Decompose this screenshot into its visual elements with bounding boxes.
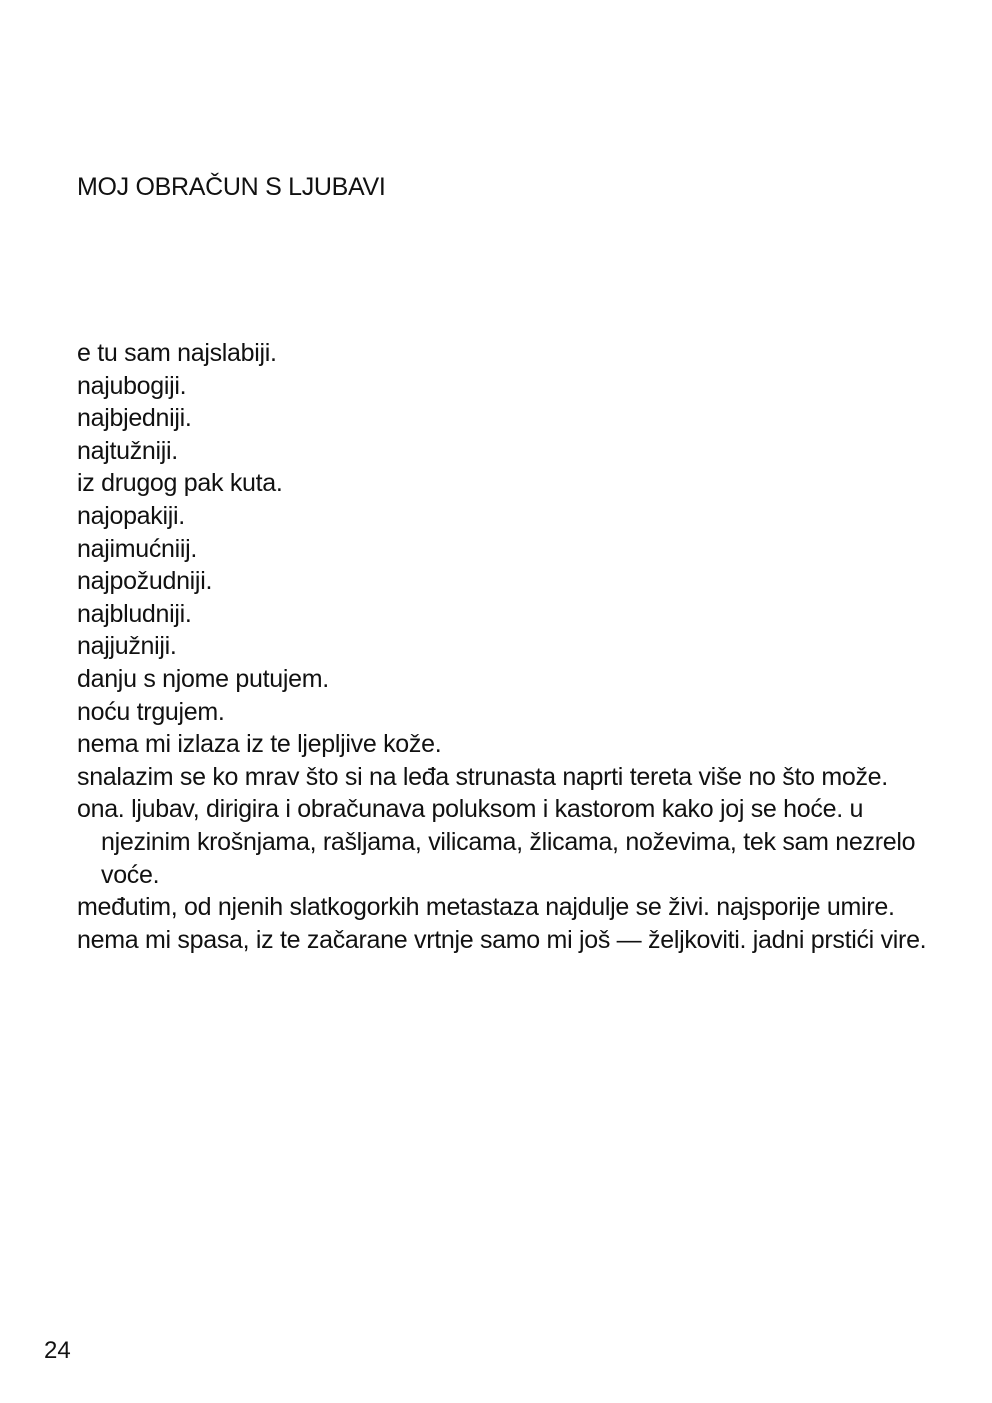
poem-line: najjužniji. xyxy=(77,632,177,661)
poem-line: najbludniji. xyxy=(77,599,192,628)
poem-line: najbjedniji. xyxy=(77,404,192,433)
poem-line: najubogiji. xyxy=(77,371,187,400)
poem-line: najtužniji. xyxy=(77,436,178,465)
poem-line: noću trgujem. xyxy=(77,697,225,726)
poem-line: ona. ljubav, dirigira i obračunava poluksom i kastorom kako joj se hoće. u njezinim krošnjama, rašljama, vilicama, žlicama, noževima, tek sam nezrelo voće. xyxy=(77,795,916,889)
poem-line: nema mi izlaza iz te ljepljive kože. xyxy=(77,730,442,759)
poem-line: iz drugog pak kuta. xyxy=(77,469,283,498)
poem-line: najopakiji. xyxy=(77,501,185,530)
poem-line: nema mi spasa, iz te začarane vrtnje samo mi još — željkoviti. jadni prstići vire. xyxy=(77,925,927,954)
poem-title: MOJ OBRAČUN S LJUBAVI xyxy=(77,173,386,201)
poem-line: međutim, od njenih slatkogorkih metastaza najdulje se živi. najsporije umire. xyxy=(77,893,895,922)
poem-line: e tu sam najslabiji. xyxy=(77,339,277,367)
poem-line: najimućniij. xyxy=(77,534,198,563)
poem-line: najpožudniji. xyxy=(77,567,213,596)
page-number: 24 xyxy=(44,1337,71,1364)
poem-line: danju s njome putujem. xyxy=(77,664,329,693)
poem-line: snalazim se ko mrav što si na leđa strunasta naprti tereta više no što može. xyxy=(77,762,888,791)
poem-body xyxy=(77,337,957,956)
